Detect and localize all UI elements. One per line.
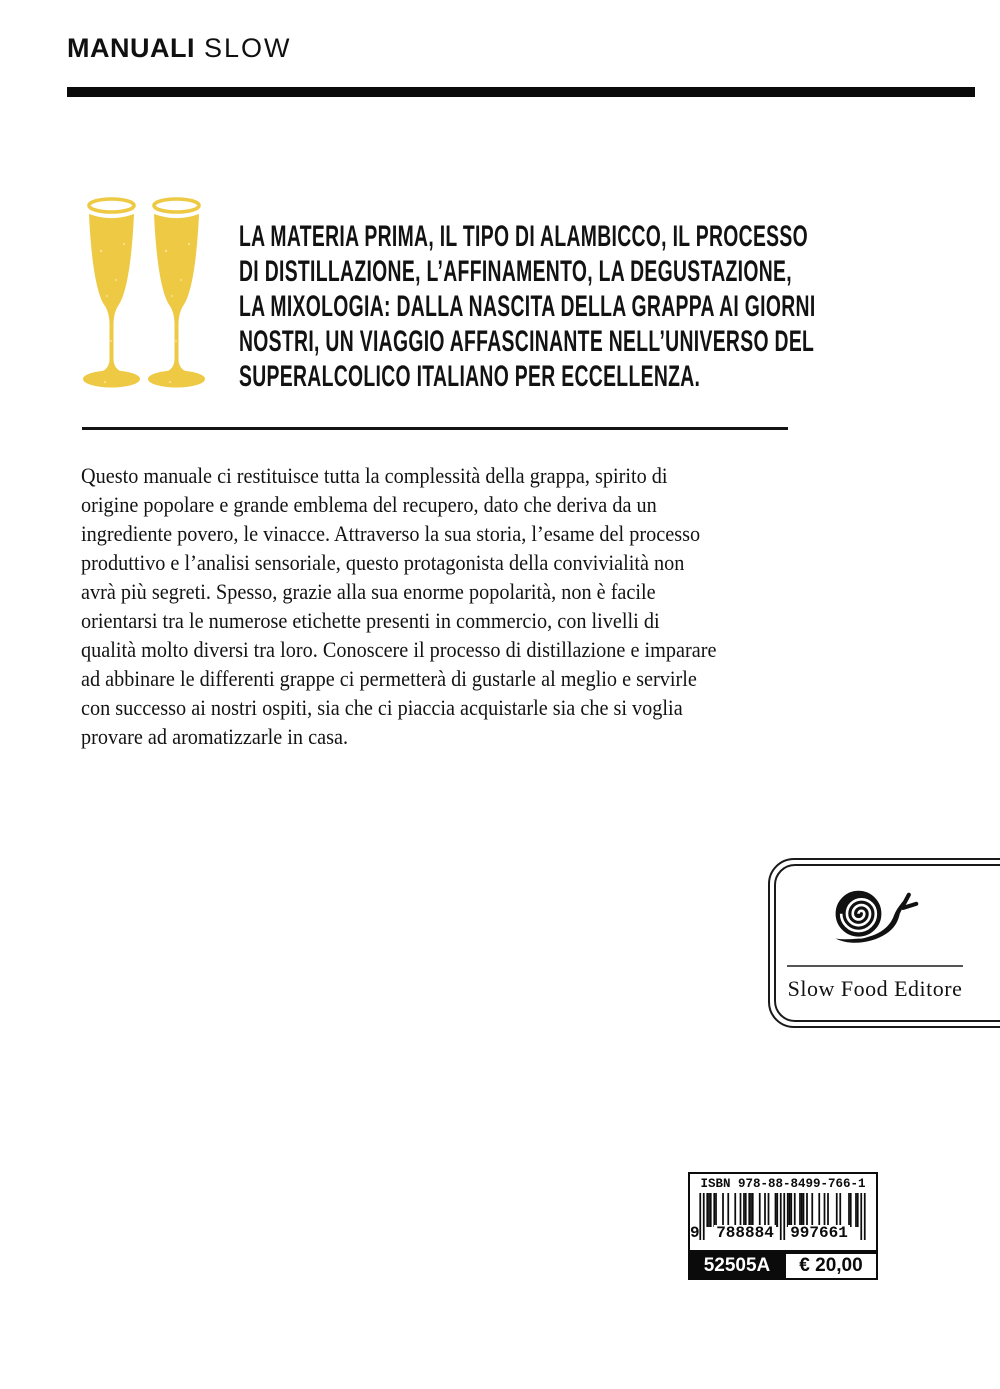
blurb-line: provare ad aromatizzarle in casa. [81, 724, 349, 749]
headline-line: NOSTRI, UN VIAGGIO AFFASCINANTE NELL’UNIVERSO DEL [239, 325, 815, 358]
publisher-divider [787, 965, 963, 967]
publisher-name: Slow Food Editore [787, 976, 963, 1001]
series-title [67, 33, 292, 64]
top-divider [67, 87, 975, 97]
blurb-line: orientarsi tra le numerose etichette presenti in commercio, con livelli di [81, 608, 660, 633]
series-name-bold: MANUALI [67, 33, 195, 63]
back-cover-headline [239, 219, 820, 394]
barcode-box [688, 1172, 878, 1280]
isbn-label: ISBN 978-88-8499-766-1 [700, 1177, 866, 1191]
headline-line: SUPERALCOLICO ITALIANO PER ECCELLENZA. [239, 360, 701, 393]
series-name-light: SLOW [203, 33, 292, 63]
blurb-line: produttivo e l’analisi sensoriale, questo protagonista della convivialità non [81, 550, 685, 575]
blurb-line: origine popolare e grande emblema del recupero, dato che deriva da un [81, 492, 657, 517]
edition-code-badge: 52505A [688, 1252, 786, 1280]
snail-icon [825, 884, 925, 950]
barcode-digit-first: 9 [690, 1224, 700, 1242]
headline-line: LA MIXOLOGIA: DALLA NASCITA DELLA GRAPPA AI GIORNI [239, 290, 816, 323]
headline-line: LA MATERIA PRIMA, IL TIPO DI ALAMBICCO, IL PROCESSO [239, 220, 809, 253]
headline-line: DI DISTILLAZIONE, L’AFFINAMENTO, LA DEGUSTAZIONE, [239, 255, 792, 288]
publisher-logo-box [768, 858, 1000, 1028]
section-divider [82, 427, 788, 430]
blurb-line: qualità molto diversi tra loro. Conoscere il processo di distillazione e imparare [81, 637, 717, 662]
blurb-line: avrà più segreti. Spesso, grazie alla sua enorme popolarità, non è facile [81, 579, 656, 604]
blurb-line: Questo manuale ci restituisce tutta la complessità della grappa, spirito di [81, 463, 668, 488]
blurb-line: ad abbinare le differenti grappe ci permetterà di gustarle al meglio e servirle [81, 666, 697, 691]
barcode-main [688, 1172, 878, 1252]
description-paragraph [81, 461, 837, 751]
barcode-digit-group2: 997661 [788, 1225, 850, 1241]
blurb-line: con successo ai nostri ospiti, sia che ci piaccia acquistarle sia che si voglia [81, 695, 683, 720]
blurb-line: ingrediente povero, le vinacce. Attraverso la sua storia, l’esame del processo [81, 521, 701, 546]
price-label: € 20,00 [786, 1252, 878, 1280]
barcode-digit-group1: 788884 [714, 1225, 776, 1241]
champagne-flutes-icon [80, 196, 210, 403]
